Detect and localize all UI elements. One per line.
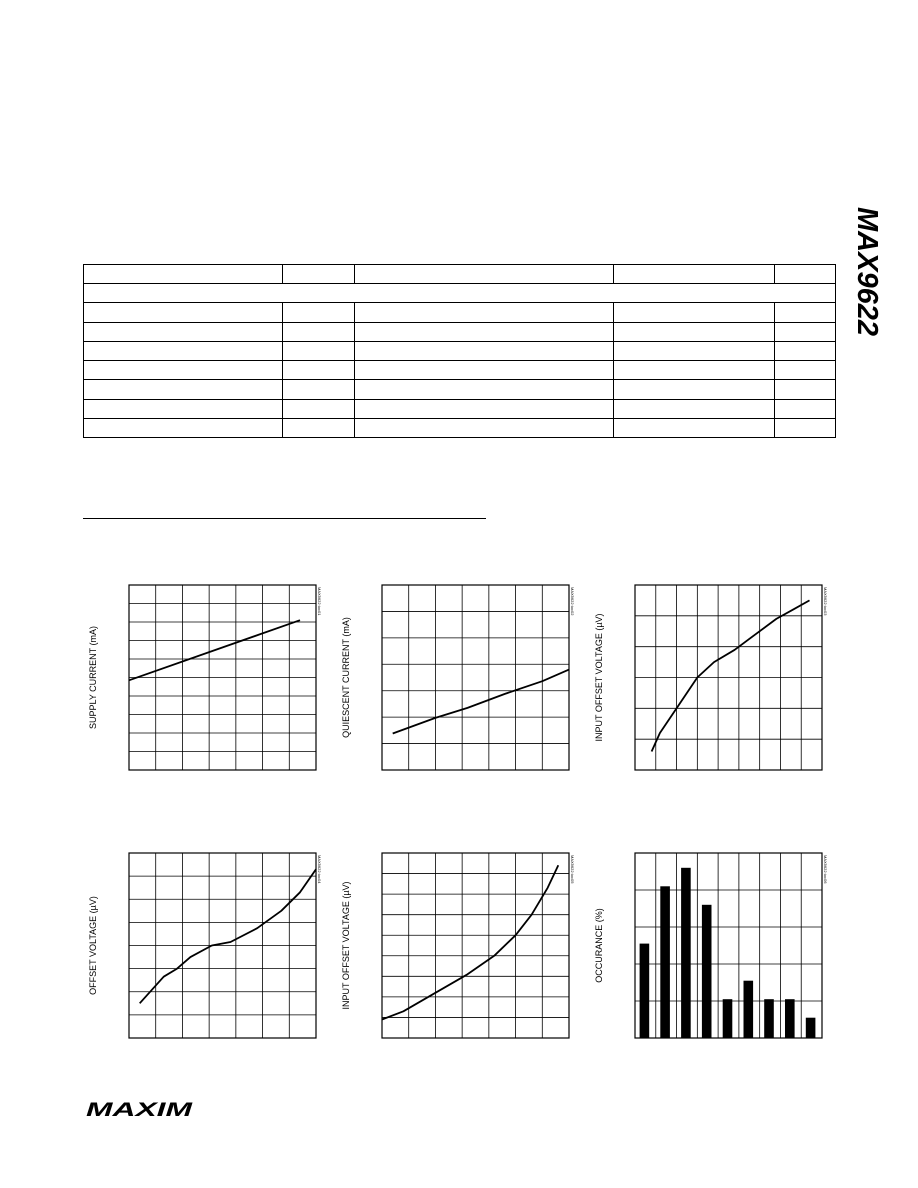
table-row: [84, 399, 836, 418]
table-row: [84, 380, 836, 399]
table-row: [84, 341, 836, 360]
histogram-bar: [785, 999, 795, 1038]
table-row: [84, 361, 836, 380]
graph-input-offset-voltage: [586, 580, 826, 820]
table-section-row: [84, 284, 836, 303]
chart-svg: [333, 848, 573, 1088]
chart-svg: [333, 580, 573, 820]
y-axis-label: OCCURANCE (%): [594, 908, 604, 983]
plot-frame: [382, 585, 569, 770]
histogram-bar: [744, 981, 754, 1038]
table-row: [84, 303, 836, 322]
y-axis-label: QUIESCENT CURRENT (mA): [341, 617, 351, 738]
part-number: [852, 207, 884, 367]
figure-code-label: MAX9622 toc04: [317, 855, 322, 884]
maxim-logo: [86, 1100, 196, 1118]
figure-code-label: MAX9622 toc06: [823, 855, 828, 884]
table-row: [84, 418, 836, 437]
y-axis-label: SUPPLY CURRENT (mA): [88, 625, 98, 730]
chart-svg: [586, 580, 826, 820]
histogram-bar: [764, 999, 774, 1038]
graph-offset-voltage: [80, 848, 320, 1088]
section-heading-rule: [83, 518, 486, 519]
table-row: [84, 322, 836, 341]
histogram-bar: [681, 868, 691, 1038]
graph-quiescent-current: [333, 580, 573, 820]
plot-frame: [382, 853, 569, 1038]
figure-code-label: MAX9622 toc01: [317, 587, 322, 616]
histogram-bar: [723, 999, 733, 1038]
histogram-bar: [660, 886, 670, 1038]
figure-code-label: MAX9622 toc03: [823, 587, 828, 616]
y-axis-label: INPUT OFFSET VOLTAGE (µV): [341, 881, 351, 1010]
graph-occurance-histogram: [586, 848, 826, 1088]
y-axis-label: OFFSET VOLTAGE (µV): [88, 896, 98, 995]
spec-table: [83, 264, 836, 438]
chart-svg: [586, 848, 826, 1088]
part-number-text: MAX9622: [852, 207, 883, 336]
figure-code-label: MAX9622 toc02: [570, 587, 575, 616]
graph-supply-current: [80, 580, 320, 820]
table-header-row: [84, 265, 836, 284]
chart-svg: [80, 580, 320, 820]
figure-code-label: MAX9622 toc05: [570, 855, 575, 884]
histogram-bar: [640, 944, 650, 1038]
y-axis-label: INPUT OFFSET VOLTAGE (µV): [594, 613, 604, 742]
graph-input-offset-voltage-2: [333, 848, 573, 1088]
series-line: [652, 600, 810, 751]
series-line: [129, 620, 300, 680]
histogram-bar: [702, 905, 712, 1038]
histogram-bar: [806, 1018, 816, 1038]
maxim-logo-text: MAXIM: [86, 1100, 194, 1118]
chart-svg: [80, 848, 320, 1088]
